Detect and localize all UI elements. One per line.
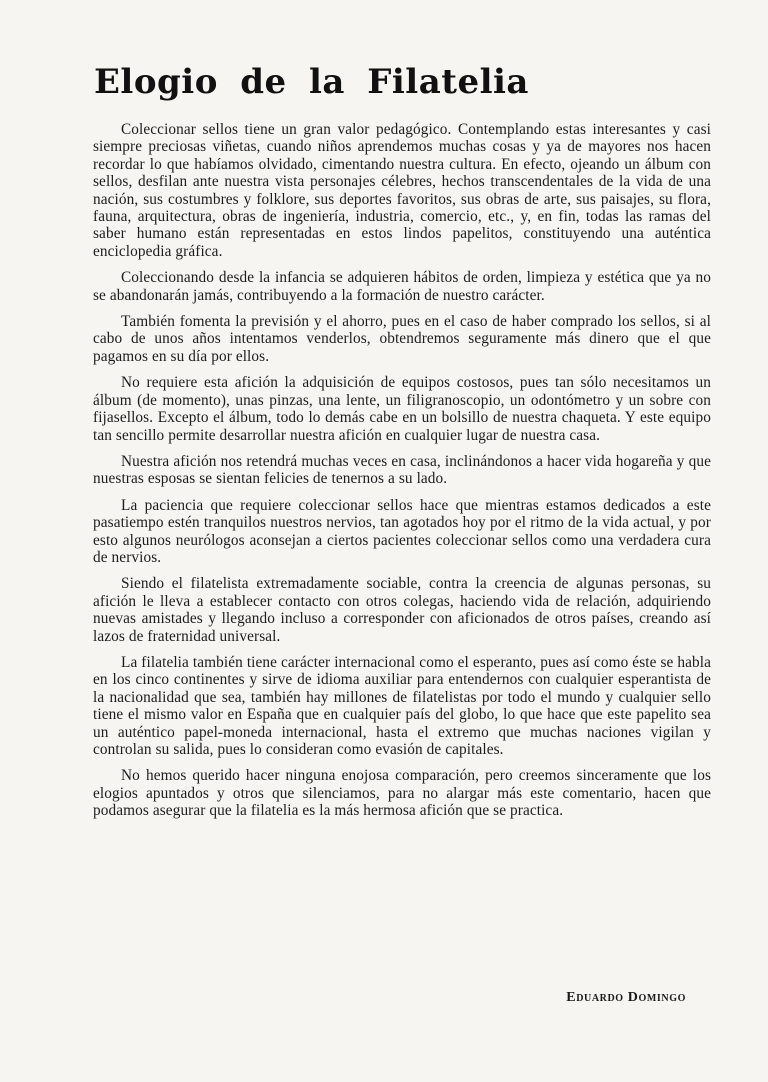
article-title: Elogio de la Filatelia: [94, 62, 529, 102]
paragraph: La paciencia que requiere coleccionar sellos hace que mientras estamos dedicados a este pasatiempo estén tranquilos nuestros nervios, tan agotados hoy por el ritmo de la vida actual, y por esto algunos neurólogos aconsejan a ciertos pacientes coleccionar sellos como una verdadera cura de nervios.: [93, 496, 711, 566]
author-signature: Eduardo Domingo: [566, 990, 686, 1005]
article-body: [93, 121, 711, 829]
paragraph: Coleccionando desde la infancia se adquieren hábitos de orden, limpieza y estética que ya no se abandonarán jamás, contribuyendo a la formación de nuestro carácter.: [93, 269, 711, 304]
paragraph: No hemos querido hacer ninguna enojosa comparación, pero creemos sinceramente que los elogios apuntados y otros que silenciamos, para no alargar más este comentario, hacen que podamos asegurar que la filatelia es la más hermosa afición que se practica.: [93, 767, 711, 820]
paragraph: Nuestra afición nos retendrá muchas veces en casa, inclinándonos a hacer vida hogareña y que nuestras esposas se sientan felicies de tenernos a su lado.: [93, 452, 711, 488]
paragraph: Siendo el filatelista extremadamente sociable, contra la creencia de algunas personas, su afición le lleva a establecer contacto con otros colegas, haciendo vida de relación, adquiriendo nuevas amistades y llegando incluso a corresponder con aficionados de otros países, creando así lazos de fraternidad universal.: [93, 575, 711, 645]
paragraph: La filatelia también tiene carácter internacional como el esperanto, pues así como éste se habla en los cinco continentes y sirve de idioma auxiliar para entendernos con cualquier esperantista de la nacionalidad que sea, también hay millones de filatelistas por todo el mundo y cualquier sello tiene el mismo valor en España que en cualquier país del globo, lo que hace que este papelito sea un auténtico papel-moneda internacional, hasta el extremo que muchas naciones vigilan y controlan su salida, pues lo consideran como evasión de capitales.: [93, 653, 711, 758]
paragraph: No requiere esta afición la adquisición de equipos costosos, pues tan sólo necesitamos un álbum (de momento), unas pinzas, una lente, un filigranoscopio, un odontómetro y un sobre con fijasellos. Excepto el álbum, todo lo demás cabe en un bolsillo de nuestra chaqueta. Y este equipo tan sencillo permite desarrollar nuestra afición en cualquier lugar de nuestra casa.: [93, 374, 711, 444]
paragraph: También fomenta la previsión y el ahorro, pues en el caso de haber comprado los sellos, si al cabo de unos años intentamos venderlos, obtendremos seguramente más dinero que el que pagamos en su día por ellos.: [93, 313, 711, 365]
paragraph: Coleccionar sellos tiene un gran valor pedagógico. Contemplando estas interesantes y casi siempre preciosas viñetas, cuando niños aprendemos muchas cosas y ya de mayores nos hacen recordar lo que habíamos olvidado, cimentando nuestra cultura. En efecto, ojeando un álbum con sellos, desfilan ante nuestra vista personajes célebres, hechos transcendentales de la vida de una nación, sus costumbres y folklore, sus deportes favoritos, sus obras de arte, sus paisajes, su flora, fauna, arquitectura, obras de ingeniería, industria, comercio, etc., y, en fin, todas las ramas del saber humano están representadas en estos lindos papelitos, constituyendo una auténtica enciclopedia gráfica.: [93, 121, 711, 260]
